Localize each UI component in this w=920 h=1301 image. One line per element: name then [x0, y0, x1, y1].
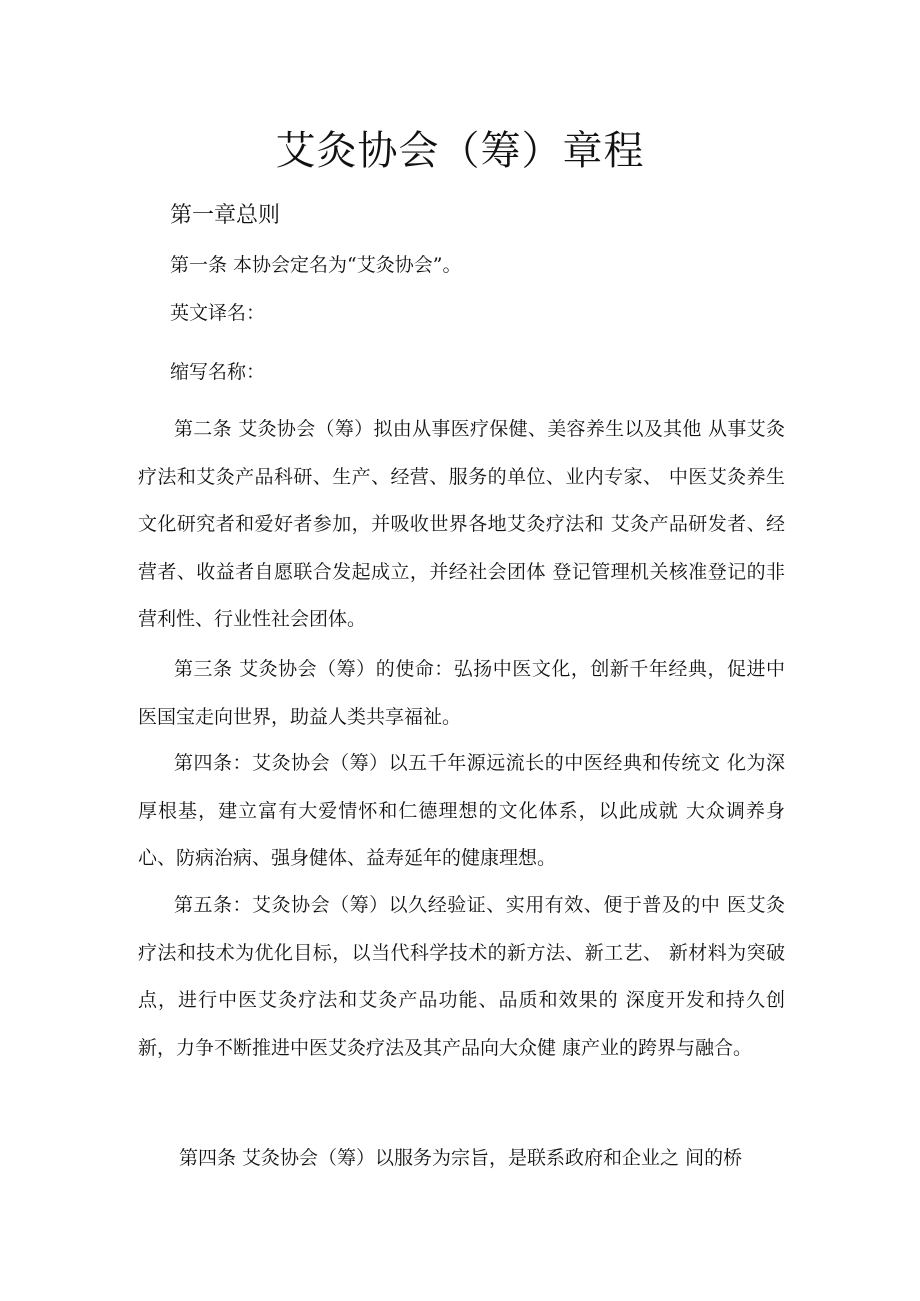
article-4: 第四条：艾灸协会（筹）以五千年源远流长的中医经典和传统文 化为深厚根基，建立富有大爱情怀和仁德理想的文化体系，以此成就 大众调养身心、防病治病、强身健体、益寿延年的健康理想。	[138, 752, 785, 869]
english-name-label: 英文译名：	[170, 302, 266, 324]
document-title: 艾灸协会（筹）章程	[275, 128, 645, 174]
article-1: 第一条 本协会定名为“艾灸协会”。	[170, 254, 462, 276]
article-3: 第三条 艾灸协会（筹）的使命：弘扬中医文化，创新千年经典，促进中医国宝走向世界，助益人类共享福祉。	[138, 658, 785, 728]
chapter-heading: 第一章总则	[170, 203, 281, 228]
article-6-partial: 第四条 艾灸协会（筹）以服务为宗旨，是联系政府和企业之 间的桥	[179, 1147, 743, 1169]
article-5: 第五条：艾灸协会（筹）以久经验证、实用有效、便于普及的中 医艾灸疗法和技术为优化目标，以当代科学技术的新方法、新工艺、 新材料为突破点，进行中医艾灸疗法和艾灸产品功能、品质和效果的 深度开发和持久创新，力争不断推进中医艾灸疗法及其产品向大众健 康产业的跨界与融合。	[138, 894, 785, 1059]
article-2: 第二条 艾灸协会（筹）拟由从事医疗保健、美容养生以及其他 从事艾灸疗法和艾灸产品科研、生产、经营、服务的单位、业内专家、 中医艾灸养生文化研究者和爱好者参加，并吸收世界各地艾灸疗法和 艾灸产品研发者、经营者、收益者自愿联合发起成立，并经社会团体 登记管理机关核准登记的非营利性、行业性社会团体。	[138, 418, 785, 630]
abbreviation-label: 缩写名称：	[170, 361, 266, 383]
